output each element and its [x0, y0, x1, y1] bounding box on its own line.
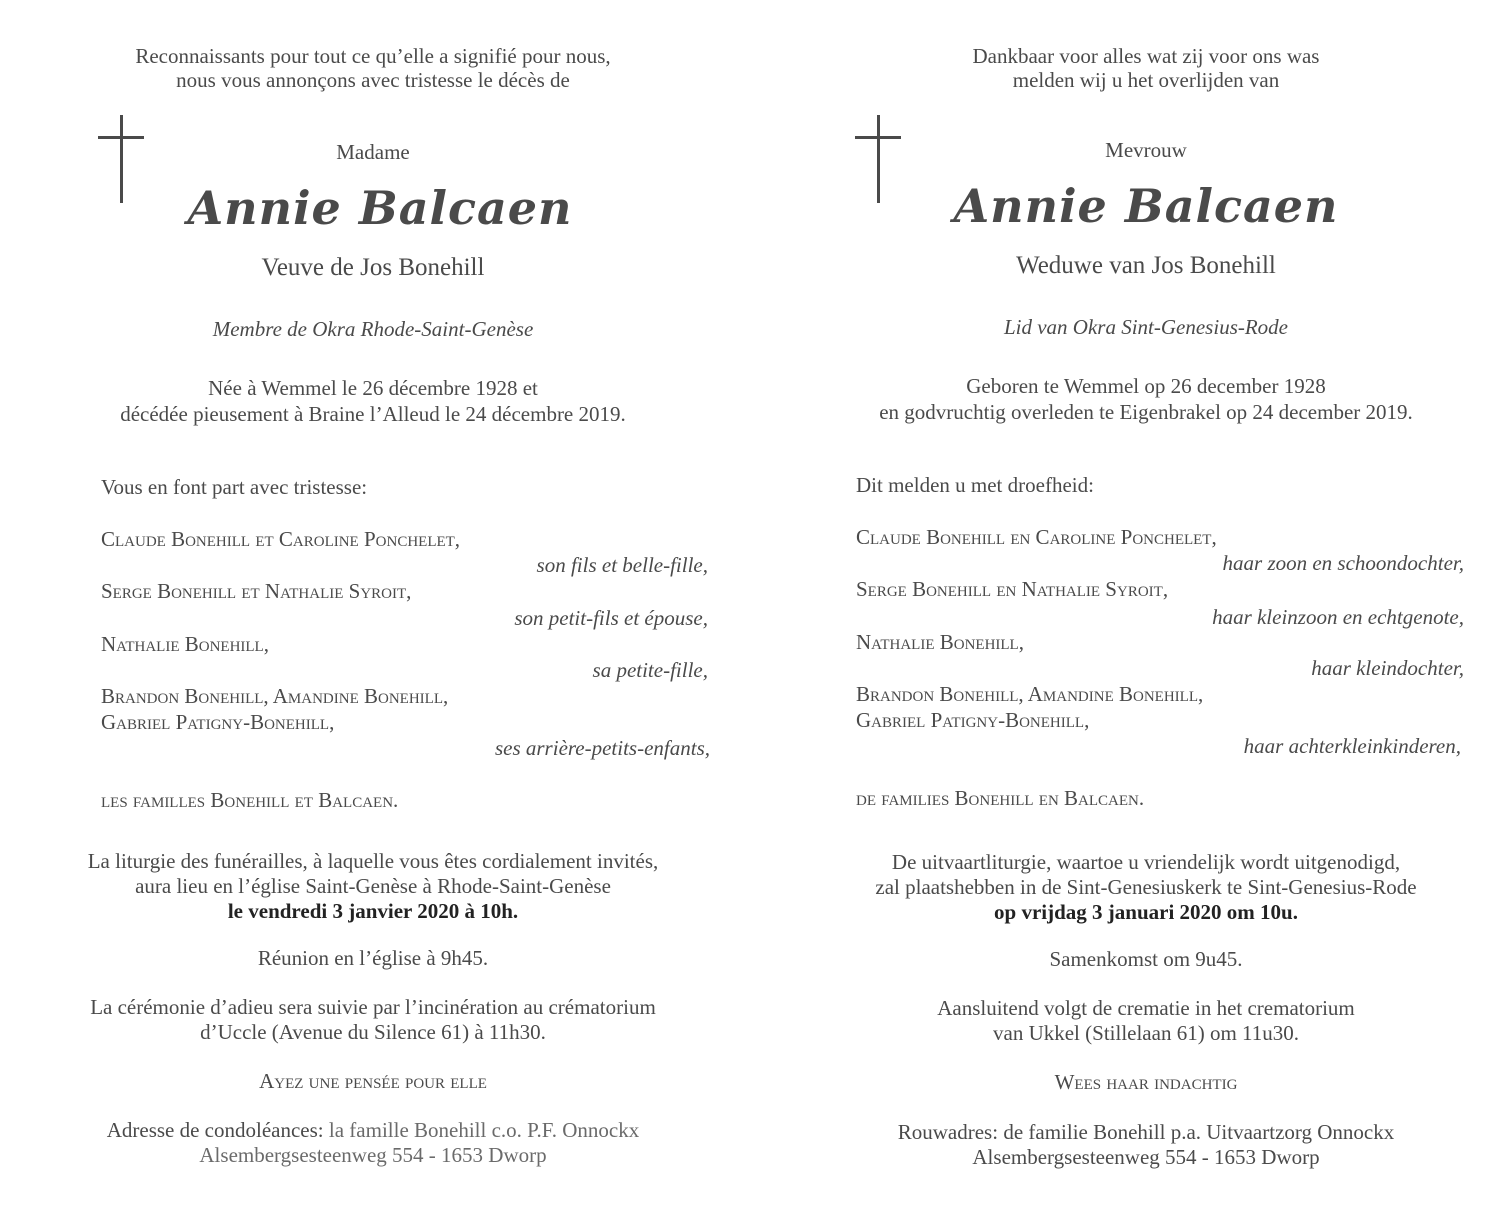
birth-line-1: Née à Wemmel le 26 décembre 1928 et [208, 376, 538, 400]
funeral-line-1: La liturgie des funérailles, à laquelle vous êtes cordialement invités, [87, 849, 659, 873]
deceased-name: Annie Balcaen [187, 181, 573, 235]
family-names: Serge Bonehill en Nathalie Syroit, [856, 577, 1169, 601]
family-relation: haar kleindochter, [1311, 656, 1464, 680]
family-names: Gabriel Patigny-Bonehill, [856, 708, 1090, 732]
family-names: Serge Bonehill et Nathalie Syroit, [101, 579, 412, 603]
family-names: Nathalie Bonehill, [856, 630, 1024, 654]
widow-of: Veuve de Jos Bonehill [261, 254, 485, 281]
birth-line-1: Geboren te Wemmel op 26 december 1928 [966, 374, 1326, 398]
intro-line-2: melden wij u het overlijden van [1012, 68, 1280, 92]
cremation-line-2: d’Uccle (Avenue du Silence 61) à 11h30. [200, 1020, 546, 1044]
funeral-date: le vendredi 3 janvier 2020 à 10h. [227, 899, 519, 923]
family-relation: haar zoon en schoondochter, [1222, 551, 1464, 575]
intro-line-2: nous vous annonçons avec tristesse le décès de [176, 68, 570, 92]
membership: Membre de Okra Rhode-Saint-Genèse [212, 317, 534, 341]
birth-line-2: décédée pieusement à Braine l’Alleud le 24 décembre 2019. [120, 402, 626, 426]
dutch-page [755, 0, 1509, 1214]
family-relation: son fils et belle-fille, [536, 553, 708, 577]
family-names: Claude Bonehill et Caroline Ponchelet, [101, 527, 461, 551]
announce: Dit melden u met droefheid: [856, 473, 1094, 497]
address-value: la famille Bonehill c.o. P.F. Onnockx [323, 1118, 640, 1142]
funeral-line-2: aura lieu en l’église Saint-Genèse à Rhode-Saint-Genèse [135, 874, 611, 898]
remember-line: Wees haar indachtig [1054, 1070, 1238, 1094]
cremation-line-1: Aansluitend volgt de crematie in het crematorium [937, 996, 1355, 1020]
membership: Lid van Okra Sint-Genesius-Rode [1003, 315, 1289, 339]
address-street: Alsembergsesteenweg 554 - 1653 Dworp [972, 1145, 1320, 1169]
title: Mevrouw [1105, 138, 1187, 162]
intro-line-1: Reconnaissants pour tout ce qu’elle a signifié pour nous, [135, 44, 611, 68]
family-relation: haar achterkleinkinderen, [1243, 734, 1461, 758]
condolence-address [0, 1118, 746, 1142]
family-names: Claude Bonehill en Caroline Ponchelet, [856, 525, 1217, 549]
family-relation: sa petite-fille, [592, 658, 708, 682]
cremation-line-1: La cérémonie d’adieu sera suivie par l’incinération au crématorium [90, 995, 656, 1019]
remember-line: Ayez une pensée pour elle [259, 1069, 487, 1093]
meeting: Réunion en l’église à 9h45. [257, 946, 489, 970]
birth-line-2: en godvruchtig overleden te Eigenbrakel op 24 december 2019. [879, 400, 1413, 424]
funeral-line-1: De uitvaartliturgie, waartoe u vriendelijk wordt uitgenodigd, [891, 850, 1401, 874]
family-relation: son petit-fils et épouse, [514, 606, 708, 630]
title: Madame [336, 140, 410, 164]
funeral-line-2: zal plaatshebben in de Sint-Genesiuskerk te Sint-Genesius-Rode [875, 875, 1417, 899]
family-relation: ses arrière-petits-enfants, [494, 736, 710, 760]
intro-line-1: Dankbaar voor alles wat zij voor ons was [972, 44, 1320, 68]
family-relation: haar kleinzoon en echtgenote, [1212, 605, 1464, 629]
address-label: Adresse de condoléances: [106, 1118, 324, 1142]
cremation-line-2: van Ukkel (Stillelaan 61) om 11u30. [993, 1021, 1299, 1045]
address-street: Alsembergsesteenweg 554 - 1653 Dworp [199, 1143, 547, 1167]
widow-of: Weduwe van Jos Bonehill [1016, 252, 1276, 279]
condolence-address: Rouwadres: de familie Bonehill p.a. Uitvaartzorg Onnockx [897, 1120, 1395, 1144]
french-page [0, 0, 754, 1214]
deceased-name: Annie Balcaen [953, 179, 1339, 233]
family-names: Brandon Bonehill, Amandine Bonehill, [101, 684, 449, 708]
families: de families Bonehill en Balcaen. [856, 786, 1145, 810]
funeral-date: op vrijdag 3 januari 2020 om 10u. [994, 900, 1298, 924]
family-names: Brandon Bonehill, Amandine Bonehill, [856, 682, 1204, 706]
meeting: Samenkomst om 9u45. [1049, 947, 1243, 971]
announce: Vous en font part avec tristesse: [101, 475, 368, 499]
families: les familles Bonehill et Balcaen. [101, 788, 399, 812]
family-names: Nathalie Bonehill, [101, 632, 269, 656]
family-names: Gabriel Patigny-Bonehill, [101, 710, 335, 734]
